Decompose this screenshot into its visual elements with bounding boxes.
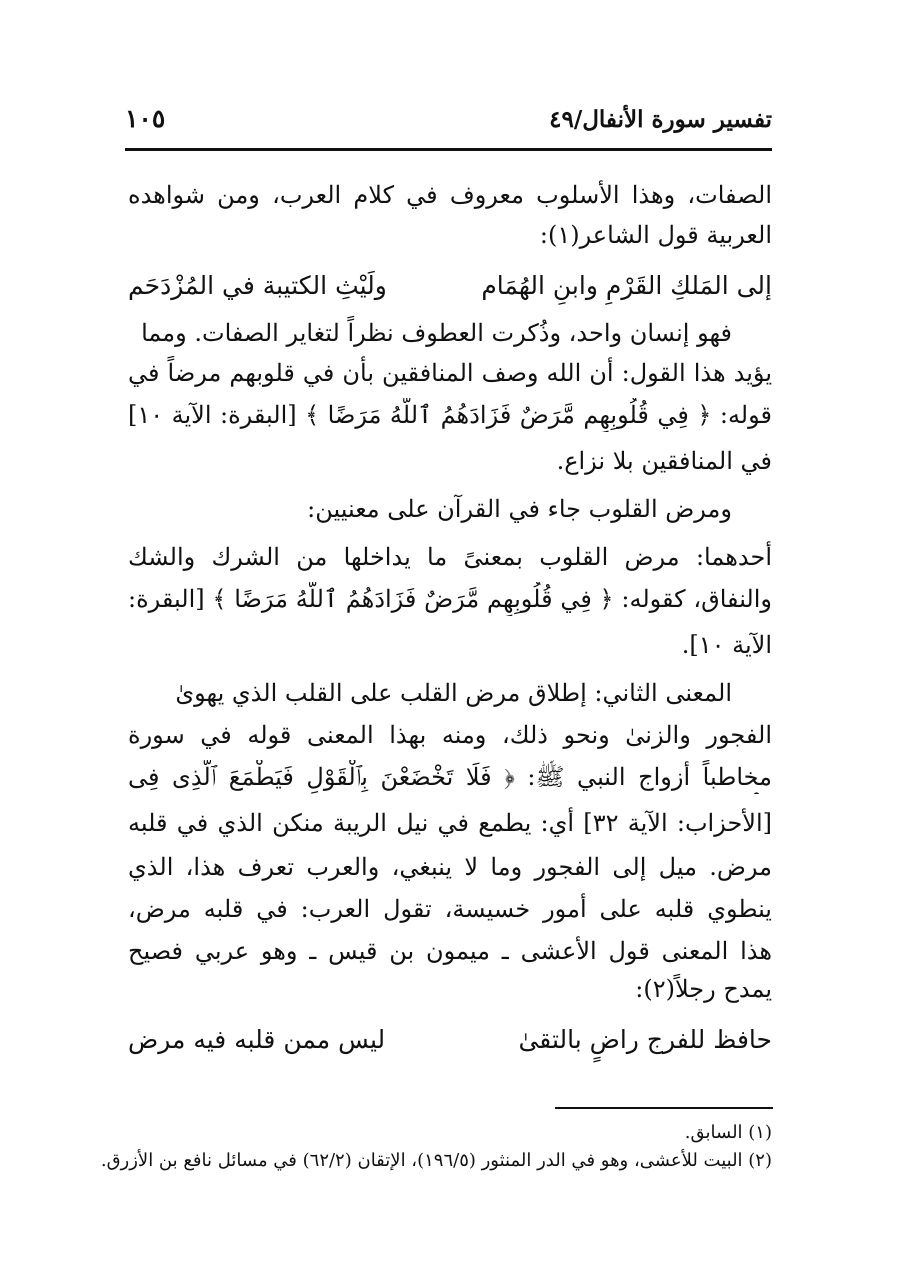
text-line: قوله: ﴿ فِي قُلُوبِهِم مَّرَضٌ فَزَادَهُمُ ٱللَّهُ مَرَضًا ﴾ [البقرة: الآية ١٠] — [128, 401, 772, 429]
text-line: [الأحزاب: الآية ٣٢] أي: يطمع في نيل الريبة منكن الذي في قلبه — [128, 809, 772, 837]
text-line: مخاطباً أزواج النبي ﷺ: ﴿ فَلَا تَخْضَعْنَ بِٱلْقَوْلِ فَيَطْمَعَ ٱلَّذِى فِى — [128, 763, 772, 791]
text-line: يؤيد هذا القول: أن الله وصف المنافقين بأن في قلوبهم مرضاً في — [128, 359, 772, 387]
text-line: ينطوي قلبه على أمور خسيسة، تقول العرب: في قلبه مرض، — [128, 895, 772, 923]
text-line: الصفات، وهذا الأسلوب معروف في كلام العرب، ومن شواهده — [128, 181, 772, 209]
text-line: المعنى الثاني: إطلاق مرض القلب على القلب الذي يهوىٰ — [175, 679, 732, 707]
footnote: (١) السابق. — [684, 1122, 772, 1143]
poem-verse — [128, 1020, 772, 1060]
text-line: فهو إنسان واحد، وذُكرت العطوف نظراً لتغاير الصفات. ومما — [141, 319, 732, 347]
footnote-separator — [555, 1107, 773, 1109]
page-header — [125, 100, 772, 151]
verse-second-hemistich: ليس ممن قلبه فيه مرض — [128, 1025, 386, 1054]
verse-second-hemistich: ولَيْثِ الكتيبة في المُزْدَحَم — [128, 271, 387, 300]
text-line: هذا المعنى قول الأعشى ـ ميمون بن قيس ـ وهو عربي فصيح — [128, 937, 772, 965]
text-line: الفجور والزنىٰ ونحو ذلك، ومنه بهذا المعنى قوله في سورة — [128, 721, 772, 749]
running-title: تفسير سورة الأنفال/٤٩ — [549, 106, 772, 133]
text-line: والنفاق، كقوله: ﴿ فِي قُلُوبِهِم مَّرَضٌ فَزَادَهُمُ ٱللَّهُ مَرَضًا ﴾ [البقرة: — [128, 585, 772, 613]
verse-first-hemistich: إلى المَلكِ القَرْمِ وابنِ الهُمَام — [481, 271, 772, 300]
text-line: أحدهما: مرض القلوب بمعنىً ما يداخلها من الشرك والشك — [128, 543, 772, 571]
page-number: ١٠٥ — [125, 104, 166, 133]
text-line: العربية قول الشاعر(١): — [539, 221, 772, 249]
text-line: في المنافقين بلا نزاع. — [556, 447, 772, 475]
text-line: يمدح رجلاً(٢): — [635, 975, 772, 1003]
verse-first-hemistich: حافظ للفرج راضٍ بالتقىٰ — [518, 1025, 772, 1054]
text-line: الآية ١٠]. — [681, 631, 772, 659]
footnote: (٢) البيت للأعشى، وهو في الدر المنثور (١٩٦/٥)، الإتقان (٦٢/٢) في مسائل نافع بن الأزرق. — [100, 1150, 772, 1171]
poem-verse — [128, 266, 772, 306]
text-line: مرض. ميل إلى الفجور وما لا ينبغي، والعرب تعرف هذا، الذي — [128, 853, 772, 881]
text-line: ومرض القلوب جاء في القرآن على معنيين: — [307, 495, 732, 523]
